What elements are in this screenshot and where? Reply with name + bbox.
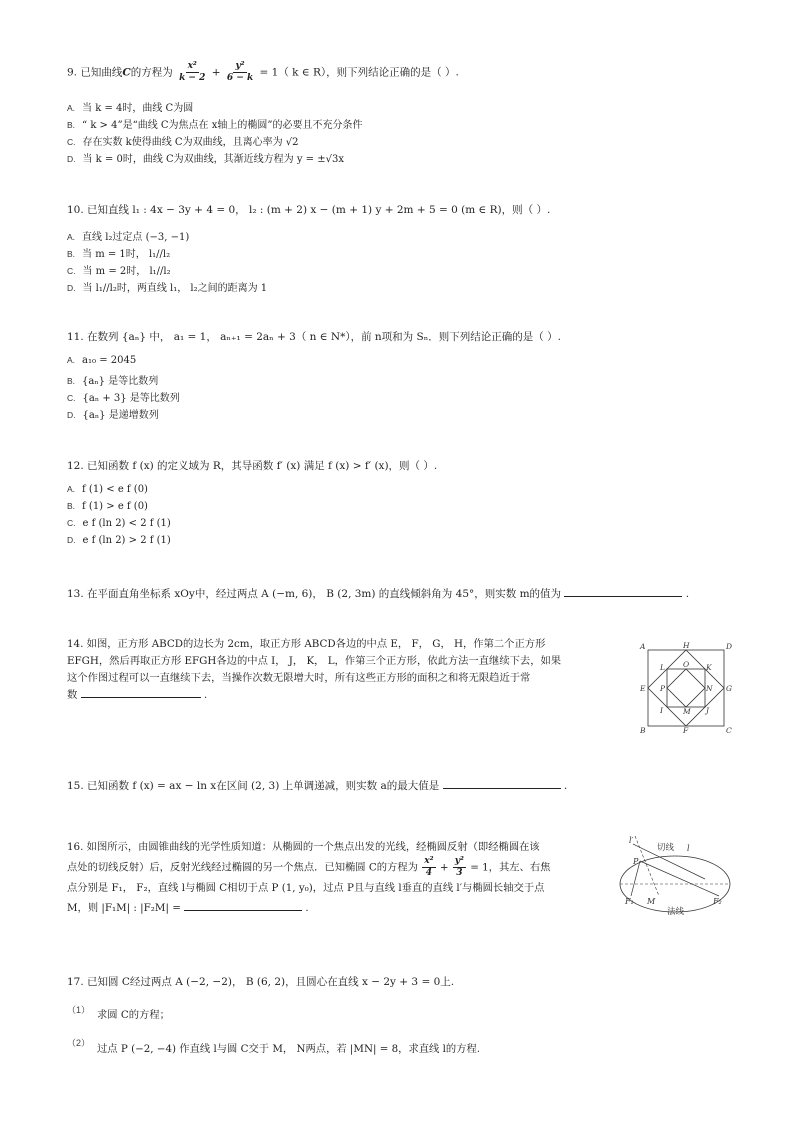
- ellipse-reflection-figure: [615, 834, 735, 922]
- q10-option-a: A. 直线 l₂过定点 (−3, −1): [67, 232, 190, 243]
- figure-label-f2: F₂: [713, 897, 722, 906]
- q12-stem: 12. 已知函数 f (x) 的定义域为 R，其导函数 f′ (x) 满足 f (x) > f′ (x)，则（ ）.: [67, 460, 438, 472]
- figure-label-p: P: [633, 857, 639, 866]
- figure-label-tangent: 切线: [657, 843, 675, 853]
- q11-option-a: A. a₁₀ = 2045: [67, 355, 137, 366]
- figure-label-b: B: [640, 726, 646, 734]
- q9-option-b: B. “ k > 4”是“曲线 C为焦点在 x轴上的椭圆”的必要且不充分条件: [67, 120, 363, 131]
- q17-part1-label: （1）: [67, 1005, 91, 1015]
- figure-label-m: M: [683, 707, 691, 716]
- q15-answer-blank[interactable]: [443, 787, 561, 789]
- q17-part2-text: 过点 P (−2, −4) 作直线 l与圆 C交于 M， N两点，若 |MN| = 8，求直线 l的方程.: [97, 1043, 481, 1055]
- figure-label-c: C: [726, 726, 732, 734]
- q10-option-c: C. 当 m = 2时， l₁//l₂: [67, 266, 171, 277]
- square-ijkl: [667, 669, 705, 707]
- q10-option-b: B. 当 m = 1时， l₁//l₂: [67, 249, 171, 260]
- q16-fraction-1: $\frac{\text{x²}}{4}$: [424, 856, 434, 878]
- figure-label-k: K: [706, 663, 712, 672]
- q11-stem: 11. 在数列 {aₙ} 中， a₁ = 1， aₙ₊₁ = 2aₙ + 3（ n ∈ N*），前 n项和为 Sₙ．则下列结论正确的是（ ）.: [67, 331, 561, 343]
- q9-fraction-1: $\frac{\text{x²}}{k - 2}$: [179, 61, 206, 83]
- figure-label-o: O: [683, 660, 690, 669]
- q9-stem: 9. 已知曲线C的方程为 $\frac{\text{x²}}{k - 2}$ + $\frac{\text{y²}}{6 - k}$ = 1（ k ∈ R），则下列结论正确的是（ ）.: [67, 61, 459, 83]
- q11-option-d: D. {aₙ} 是递增数列: [67, 410, 159, 421]
- q15-stem: 15. 已知函数 f (x) = ax − ln x在区间 (2, 3) 上单调递减，则实数 a的最大值是 .: [67, 780, 568, 792]
- q17-part2-label: （2）: [67, 1038, 91, 1048]
- q9-option-d: D. 当 k = 0时，曲线 C为双曲线，其渐近线方程为 y = ±√3x: [67, 154, 344, 165]
- q14-answer-blank[interactable]: [81, 696, 201, 698]
- figure-label-f: F: [683, 726, 689, 734]
- q12-option-c: C. e f (ln 2) < 2 f (1): [67, 518, 171, 529]
- q16-answer-blank[interactable]: [184, 909, 302, 911]
- figure-label-normal: 法线: [667, 907, 685, 917]
- figure-label-g: G: [726, 684, 732, 693]
- nested-squares-figure: [636, 640, 736, 734]
- figure-label-h: H: [683, 641, 690, 650]
- figure-label-n: N: [706, 684, 713, 693]
- q12-option-a: A. f (1) < e f (0): [67, 484, 148, 495]
- figure-label-e: E: [640, 684, 646, 693]
- q11-option-b: B. {aₙ} 是等比数列: [67, 376, 159, 387]
- figure-label-d: D: [726, 642, 733, 651]
- square-mnop: [667, 669, 705, 707]
- q13-stem: 13. 在平面直角坐标系 xOy中，经过两点 A (−m, 6)， B (2, 3m) 的直线倾斜角为 45°，则实数 m的值为 .: [67, 588, 690, 600]
- figure-label-a: A: [640, 642, 646, 651]
- figure-label-m: M: [647, 897, 656, 906]
- figure-label-l: L: [660, 663, 665, 672]
- q11-option-c: C. {aₙ + 3} 是等比数列: [67, 393, 180, 404]
- figure-label-p: P: [660, 684, 666, 693]
- figure-label-f1: F₁: [625, 897, 634, 906]
- figure-label-l-prime: l′: [629, 836, 634, 845]
- figure-label-i: I: [660, 706, 663, 715]
- q16-fraction-2: $\frac{\text{y²}}{3}$: [454, 856, 464, 878]
- q16-stem: 16. 如图所示，由圆锥曲线的光学性质知道：从椭圆的一个焦点出发的光线，经椭圆反射（即经椭圆在该 点处的切线反射）后，反射光线经过椭圆的另一个焦点．已知椭圆 C的方程为 $\frac{\text{x²}}{4}$ + $\frac{\text{y²}}{3}$ = 1，其左、右焦 点分别是 F₁， F₂，直线 l与椭圆 C相切于点 P (1, y₀)，过点 P且与直线 l垂直的直线 l′与椭圆长轴交于点 M，则 |F₁M| : |F₂M| = .: [67, 841, 551, 914]
- q9-fraction-2: $\frac{\text{y²}}{6 - k}$: [226, 61, 254, 83]
- q9-option-a: A. 当 k = 4时，曲线 C为圆: [67, 103, 194, 114]
- figure-label-j: J: [706, 706, 710, 715]
- q9-option-c: C. 存在实数 k使得曲线 C为双曲线，且离心率为 √2: [67, 137, 299, 148]
- q10-stem: 10. 已知直线 l₁ : 4x − 3y + 4 = 0， l₂ : (m + 2) x − (m + 1) y + 2m + 5 = 0 (m ∈ R)，则（ ）.: [67, 204, 551, 216]
- q10-option-d: D. 当 l₁//l₂时，两直线 l₁， l₂之间的距离为 1: [67, 283, 268, 294]
- q14-stem: 14. 如图，正方形 ABCD的边长为 2cm，取正方形 ABCD各边的中点 E， F， G， H，作第二个正方形 EFGH，然后再取正方形 EFGH各边的中点 I， J， K， L，作第三个正方形，依此方法一直继续下去，如果 这个作图过程可以一直继续下去，当操作次数无限增大时，所有这些正方形的面积之和将无限趋近于常 数 .: [67, 638, 562, 701]
- figure-label-l: l: [687, 844, 690, 853]
- q17-part1-text: 求圆 C的方程；: [97, 1009, 170, 1021]
- q12-option-b: B. f (1) > e f (0): [67, 501, 148, 512]
- q13-answer-blank[interactable]: [564, 595, 682, 597]
- q17-stem: 17. 已知圆 C经过两点 A (−2, −2)， B (6, 2)，且圆心在直线 x − 2y + 3 = 0上.: [67, 976, 455, 988]
- q12-option-d: D. e f (ln 2) > 2 f (1): [67, 535, 171, 546]
